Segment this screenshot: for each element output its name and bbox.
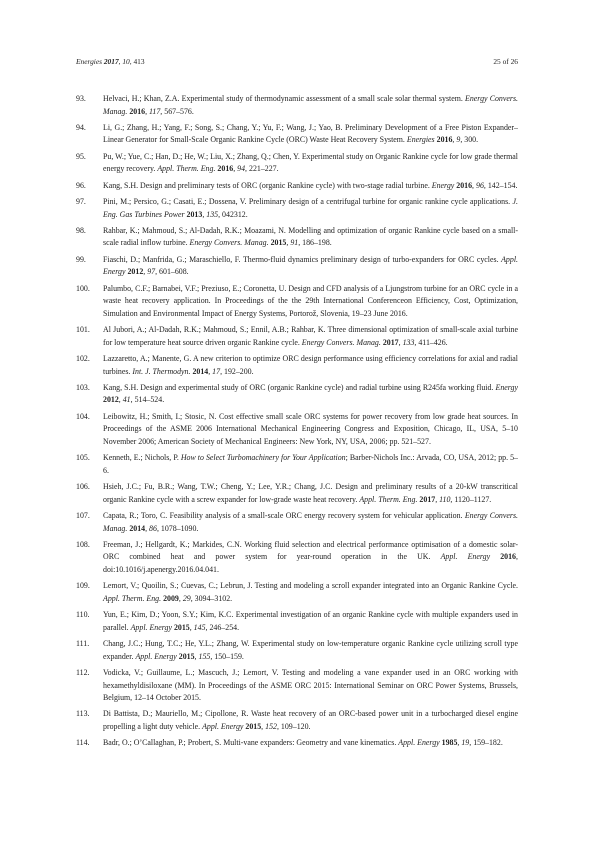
reference-text: Al Jubori, A.; Al-Dadah, R.K.; Mahmoud, S.; Ennil, A.B.; Rahbar, K. Three dimensional optimization of small-scale axial turbine for low temperature heat source driven organic Rankine cycle. [103,325,518,347]
reference-item [76,411,518,449]
reference-item [76,510,518,535]
reference-text: , doi:10.1016/j.apenergy.2016.04.041. [103,552,518,574]
reference-item [76,737,518,750]
reference-text [490,552,500,561]
reference-text: , 142–154. [483,180,518,190]
reference-italic-text: Energy Convers. Manag. [103,94,518,116]
reference-item [76,353,518,378]
reference-year: 2016 [500,552,516,562]
reference-item [76,151,518,176]
reference-text: Di Battista, D.; Mauriello, M.; Cipollone, R. Waste heat recovery of an ORC-based power unit in a turbocharged diesel engine propelling a light duty vehicle. [103,709,518,731]
reference-italic-text: 94 [237,164,246,174]
reference-italic-text: 19 [461,738,470,748]
reference-text: Lemort, V.; Quoilin, S.; Cuevas, C.; Lebrun, J. Testing and modeling a scroll expander integrated into an Organic Rankine Cycle. [103,581,518,591]
reference-text: , 186–198. [298,238,332,248]
reference-italic-text: Appl. Energy [135,651,177,661]
reference-year: 2017 [419,494,436,504]
reference-text: , [452,135,457,145]
reference-text: , 601–608. [155,267,189,277]
reference-italic-text: 96 [476,180,484,190]
reference-item [76,638,518,663]
reference-text: , 159–182. [469,738,503,748]
reference-year: 2016 [436,135,453,145]
reference-italic-text: Energy [495,382,518,392]
reference-text: , [286,238,291,248]
reference-year: 1985 [441,738,458,748]
reference-item [76,382,518,407]
reference-text: , 300. [460,135,479,145]
journal-volume: 10 [122,57,130,66]
reference-year: 2015 [178,651,195,661]
reference-italic-text: Appl. Therm. Eng. [359,494,418,504]
reference-text: Kang, S.H. Design and experimental study of ORC (organic Rankine cycle) and radial turbine using R245fa working fluid. [103,382,496,392]
reference-item [76,254,518,279]
reference-number: 93. [76,94,86,103]
reference-italic-text: Appl. Energy [202,722,244,731]
reference-list [76,93,518,754]
reference-text: , 109–120. [276,722,311,731]
reference-year: 2009 [163,593,179,603]
reference-text: , [145,523,150,533]
reference-item [76,180,518,193]
reference-item [76,225,518,250]
reference-italic-text: Energy [431,180,455,190]
reference-italic-text: Appl. Energy [398,738,440,748]
reference-italic-text: 110 [439,494,451,504]
reference-number: 98. [76,225,86,235]
reference-number: 101. [76,325,90,335]
reference-year: 2015 [245,722,262,731]
reference-item [76,196,518,221]
reference-item [76,667,518,705]
reference-text: Pini, M.; Persico, G.; Casati, E.; Dossena, V. Preliminary design of a centrifugal turbine for organic rankine cycle applications. [103,197,513,207]
reference-text: , 1120–1127. [450,494,492,504]
reference-number: 108. [76,539,90,549]
reference-number: 109. [76,581,90,591]
reference-text: Fiaschi, D.; Manfrida, G.; Maraschiello, F. Thermo-fluid dynamics preliminary design of turbo-expanders for ORC cycles. [103,254,502,264]
reference-number: 107. [76,511,90,521]
reference-italic-text: Appl. Therm. Eng. [103,593,162,603]
reference-number: 110. [76,610,90,620]
reference-number: 95. [76,151,86,161]
reference-text: Badr, O.; O’Callaghan, P.; Probert, S. Multi-vane expanders: Geometry and vane kinematics. [103,738,399,748]
reference-text: , [208,366,213,376]
reference-text: Chang, J.C.; Hung, T.C.; He, Y.L.; Zhang, W. Experimental study on low-temperature organic Rankine cycle utilizing scroll type expander. [103,639,518,661]
reference-italic-text: 17 [212,366,221,376]
reference-number: 106. [76,482,90,492]
reference-item [76,481,518,506]
reference-text: Yun, E.; Kim, D.; Yoon, S.Y.; Kim, K.C. Experimental investigation of an organic Rankine cycle with multiple expanders used in parallel. [103,610,518,632]
page-number: 25 of 26 [493,57,518,66]
reference-text: , [194,651,199,661]
reference-number: 104. [76,411,90,421]
reference-item [76,122,518,147]
reference-text: Lazzaretto, A.; Manente, G. A new criterion to optimize ORC design performance using efficiency correlations for axial and radial turbines. [103,354,518,376]
reference-italic-text: 117 [149,106,161,116]
reference-number: 97. [76,197,86,207]
reference-text: , [202,209,207,219]
reference-italic-text: Appl. Energy [440,552,491,562]
reference-text: , 514–524. [130,395,165,405]
reference-text: , 3094–3102. [190,593,233,603]
reference-text: , 411–426. [414,337,448,347]
reference-year: 2014 [129,523,146,533]
reference-italic-text: 29 [182,593,191,603]
reference-text: , [118,395,123,405]
journal-name: Energies [76,57,102,66]
reference-text: , [143,267,148,277]
reference-number: 99. [76,254,86,264]
reference-italic-text: 152 [265,722,277,731]
reference-text: , 1078–1090. [156,523,199,533]
reference-italic-text: 97 [147,267,156,277]
reference-text: , [178,593,183,603]
reference-year: 2015 [173,622,190,632]
reference-text: Kenneth, E.; Nichols, P. [103,453,181,463]
reference-year: 2016 [217,164,234,174]
reference-number: 96. [76,180,86,190]
reference-text: Pu, W.; Yue, C.; Han, D.; He, W.; Liu, X.; Zhang, Q.; Chen, Y. Experimental study on Organic Rankine cycle for low grade thermal energy recovery. [103,151,518,174]
reference-number: 114. [76,738,90,748]
journal-year: 2017 [103,57,119,66]
reference-italic-text: Int. J. Thermodyn. [132,366,191,376]
reference-italic-text: 145 [193,622,206,632]
reference-italic-text: 133 [402,337,415,347]
reference-text: , [398,337,403,347]
reference-italic-text: 91 [290,238,299,248]
reference-italic-text: 155 [198,651,211,661]
reference-text: Vodicka, V.; Guillaume, L.; Mascuch, J.; Lemort, V. Testing and modeling a vane expander used in an ORC working with hexamethyldisiloxane (MM). In Proceedings of the ASME ORC 2015: International Seminar on ORC Power Systems, Brussels, Belgium, 12–14 October 2015. [103,668,518,703]
reference-item [76,452,518,477]
reference-italic-text: Energy Convers. Manag. [189,238,269,248]
reference-text: ; Barber-Nichols Inc.: Arvada, CO, USA, 2012; pp. 5–6. [103,453,519,475]
reference-text: , 221–227. [245,164,279,174]
reference-italic-text: Appl. Therm. Eng. [157,164,216,174]
journal-pages: 413 [133,57,145,66]
reference-text: Leibowitz, H.; Smith, I.; Stosic, N. Cost effective small scale ORC systems for power recovery from low grade heat sources. In Proceedings of the ASME 2006 International Mechanical Engineering Congress and Exposition, Chicago, IL, USA, 5–10 November 2006; American Society of Mechanical Engineers: New York, NY, USA, 2006; pp. 521–527. [103,411,518,446]
reference-text: , 192–200. [220,366,254,376]
reference-text: , 246–254. [205,622,240,632]
reference-year: 2012 [103,395,119,405]
reference-text: , 567–576. [160,106,194,116]
reference-text: , [233,164,238,174]
reference-item [76,324,518,349]
reference-year: 2014 [192,366,209,376]
reference-year: 2017 [382,337,399,347]
reference-text: , [472,180,476,190]
reference-italic-text: 9 [456,135,461,145]
reference-text: Rahbar, K.; Mahmoud, S.; Al-Dadah, R.K.; Moazami, N. Modelling and optimization of organic Rankine cycle based on a small-scale radial inflow turbine. [103,225,518,248]
reference-text: , [261,722,266,731]
reference-text: , [435,494,440,504]
reference-number: 111. [76,639,90,649]
reference-number: 105. [76,453,90,463]
reference-italic-text: Appl. Energy [103,254,518,277]
reference-italic-text: How to Select Turbomachinery for Your Application [180,453,346,463]
reference-text: Capata, R.; Toro, C. Feasibility analysis of a small-scale ORC energy recovery system for vehicular application. [103,511,465,521]
reference-item [76,283,518,321]
reference-italic-text: Energy Convers. Manag. [301,337,381,347]
reference-text: Kang, S.H. Design and preliminary tests of ORC (organic Rankine cycle) with two-stage radial turbine. [103,180,432,190]
reference-item [76,539,518,577]
reference-text: Li, G.; Zhang, H.; Yang, F.; Song, S.; Chang, Y.; Yu, F.; Wang, J.; Yao, B. Preliminary Development of a Free Piston Expander–Linear Generator for Small-Scale Organic Rankine Cycle (ORC) Waste Heat Recovery System. [103,122,518,145]
reference-text: , [189,622,194,632]
reference-number: 113. [76,709,90,719]
reference-year: 2016 [456,180,473,190]
reference-text: , [145,106,150,116]
reference-number: 102. [76,354,90,364]
reference-italic-text: Energy Convers. Manag. [103,511,518,533]
reference-italic-text: J. Eng. Gas Turbines Power [103,197,518,219]
reference-text: Palumbo, C.F.; Barnabei, V.F.; Preziuso, E.; Coronetta, U. Design and CFD analysis of a Ljungstrom turbine for an ORC cycle in a waste heat recovery application. In Proceedings of the the 29th International Conferenceon Efficiency, Cost, Optimization, Simulation and Environmental Impact of Energy Systems, Portorož, Slovenia, 19–23 June 2016. [103,283,518,318]
reference-number: 112. [76,668,90,678]
reference-year: 2016 [129,106,146,116]
reference-text: , 042312. [218,209,248,219]
reference-text: Hsieh, J.C.; Fu, B.R.; Wang, T.W.; Cheng, Y.; Lee, Y.R.; Chang, J.C. Design and preliminary results of a 20-kW transcritical organic Rankine cycle with a screw expander for low-grade waste heat recovery. [103,482,518,504]
journal-citation: Energies 2017, 10, 413 [76,57,145,66]
reference-item [76,609,518,634]
reference-item [76,708,518,733]
reference-year: 2015 [270,238,287,248]
reference-item [76,93,518,118]
reference-italic-text: Appl. Energy [130,622,172,632]
reference-text: Helvaci, H.; Khan, Z.A. Experimental study of thermodynamic assessment of a small scale solar thermal system. [103,94,466,103]
reference-number: 94. [76,122,86,132]
reference-number: 103. [76,382,90,392]
reference-italic-text: 86 [149,523,157,533]
reference-year: 2012 [127,267,144,277]
reference-number: 100. [76,283,90,293]
reference-italic-text: 41 [122,395,131,405]
reference-text: Freeman, J.; Hellgardt, K.; Markides, C.N. Working fluid selection and electrical performance optimisation of a domestic solar-ORC combined heat and power system for year-round operation in the UK. [103,539,518,562]
reference-italic-text: 135 [206,209,219,219]
reference-italic-text: Energies [406,135,435,145]
reference-item [76,580,518,605]
running-header [76,56,518,68]
reference-text: , [457,738,462,748]
reference-text: , 150–159. [210,651,244,661]
reference-year: 2013 [186,209,203,219]
